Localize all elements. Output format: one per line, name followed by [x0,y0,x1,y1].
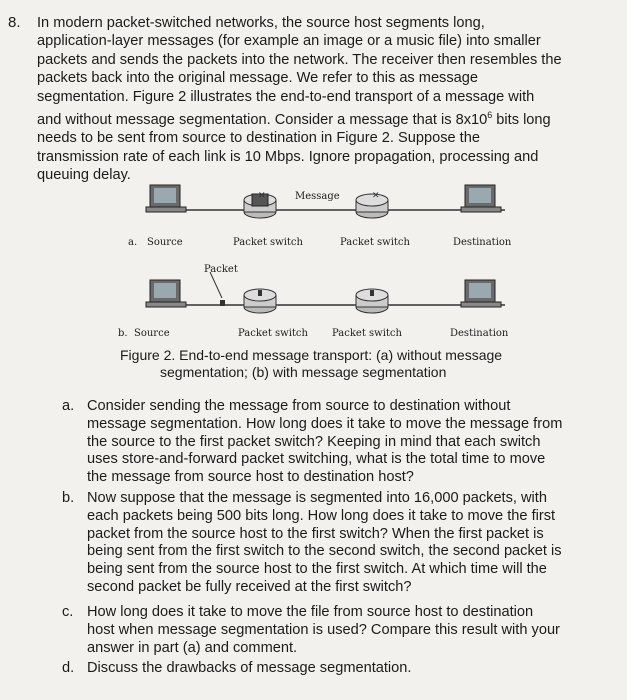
question-line: packets back into the original message. We refer to this as message [37,70,479,87]
question-line [37,106,617,129]
caption-line: Figure 2. End-to-end message transport: (a) without message [120,347,503,363]
question-line: packets and sends the packets into the network. The receiver then resembles the [37,51,562,68]
figure-2 [110,180,550,345]
packet-pointer [210,272,222,298]
subquestion-line: Now suppose that the message is segmented into 16,000 packets, with [87,490,547,506]
subquestion-line: answer in part (a) and comment. [87,639,298,656]
switch-label: Packet switch [340,237,410,248]
caption-line: segmentation; (b) with message segmentation [160,364,447,380]
subquestion-letter: c. [62,604,74,620]
subquestion-line: the source to the first packet switch? Keeping in mind that each switch [87,433,541,450]
question-line-text: and without message segmentation. Consider a message that is 8x10 [37,111,488,128]
row-b-prefix: b. [118,328,128,339]
computer-icon [461,185,501,212]
computer-icon [146,185,186,212]
subquestion-line: second packet be fully received at the first switch? [87,578,412,595]
question-line: queuing delay. [37,167,131,184]
source-label: Source [134,328,170,339]
destination-label: Destination [450,328,509,339]
question-number: 8. [8,14,21,31]
subquestion-line: Consider sending the message from source to destination without [87,398,511,414]
subquestion-line: being sent from the source host to the first switch. At which time will the [87,561,547,578]
question-line: segmentation. Figure 2 illustrates the end-to-end transport of a message with [37,88,535,105]
figure-diagram [110,180,550,345]
question-line: application-layer messages (for example an image or a music file) into smaller [37,33,541,50]
switch-label: Packet switch [238,328,308,339]
subquestion-line: How long does it take to move the file from source host to destination [87,604,534,620]
packet-block [370,290,374,296]
exponent: 6 [487,110,493,121]
subquestion-letter: d. [62,660,75,676]
question-line: In modern packet-switched networks, the source host segments long, [37,15,485,31]
packet-block [258,290,262,296]
subquestion-line: host when message segmentation is used? Compare this result with your [87,621,560,638]
figure-caption [120,347,502,381]
switch-label: Packet switch [332,328,402,339]
subquestion-letter: a. [62,398,75,414]
packet-label: Packet [204,264,238,275]
switch-label: Packet switch [233,237,303,248]
subquestion-line: being sent from the first switch to the second switch, the second packet is [87,543,562,560]
packet-block [220,300,225,306]
subquestion-letter: b. [62,490,75,506]
subquestion-line: packet from the source host to the first switch? When the first packet is [87,525,544,542]
svg-text:✕: ✕ [372,190,380,200]
question-text [37,14,617,185]
question-line: needs to be sent from source to destination in Figure 2. Suppose the [37,130,480,147]
computer-icon [461,280,501,307]
row-a-prefix: a. [128,237,138,248]
subquestion-line: message segmentation. How long does it take to move the message from [87,415,563,432]
source-label: Source [147,237,183,248]
question-line: transmission rate of each link is 10 Mbps. Ignore propagation, processing and [37,148,539,165]
destination-label: Destination [453,237,512,248]
computer-icon [146,280,186,307]
subquestion-line: each packets being 500 bits long. How long does it take to move the first [87,507,556,524]
subquestion-line: Discuss the drawbacks of message segmentation. [87,660,412,676]
subquestion-line: the message from source host to destination host? [87,469,414,486]
message-label: Message [295,191,340,202]
svg-text:✕: ✕ [258,190,266,200]
subquestion-line: uses store-and-forward packet switching, what is the total time to move [87,451,546,468]
question-line-tail: bits long [492,111,551,128]
